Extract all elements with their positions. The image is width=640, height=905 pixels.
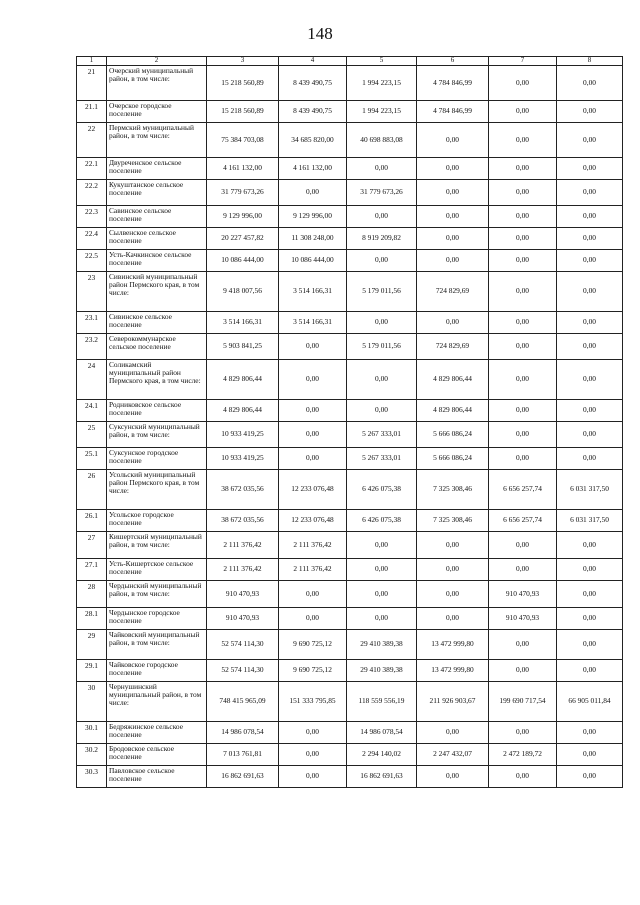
amount-cell-c6: 211 926 903,67	[417, 681, 489, 721]
amount-cell-c7: 0,00	[489, 629, 557, 659]
amount-cell-c8: 0,00	[557, 765, 623, 787]
table-row	[77, 157, 623, 179]
municipality-name-cell: Очерский муниципальный район, в том числе:	[107, 65, 207, 100]
municipality-name-cell: Павловское сельское поселение	[107, 765, 207, 787]
municipality-name-cell: Пермский муниципальный район, в том числе:	[107, 122, 207, 157]
municipality-name-cell: Соликамский муниципальный район Пермского края, в том числе:	[107, 359, 207, 399]
table-row	[77, 122, 623, 157]
amount-cell-c6: 5 666 086,24	[417, 421, 489, 447]
amount-cell-c5: 0,00	[347, 311, 417, 333]
municipality-name-cell: Чердынский муниципальный район, в том числе:	[107, 580, 207, 607]
amount-cell-c7: 0,00	[489, 721, 557, 743]
amount-cell-c7: 0,00	[489, 227, 557, 249]
row-number-cell: 23.2	[77, 333, 107, 359]
table-row	[77, 271, 623, 311]
municipality-name-cell: Чайковский муниципальный район, в том числе:	[107, 629, 207, 659]
amount-cell-c6: 4 829 806,44	[417, 399, 489, 421]
amount-cell-c7: 0,00	[489, 311, 557, 333]
amount-cell-c6: 0,00	[417, 607, 489, 629]
amount-cell-c3: 16 862 691,63	[207, 765, 279, 787]
amount-cell-c3: 4 161 132,00	[207, 157, 279, 179]
amount-cell-c6: 4 829 806,44	[417, 359, 489, 399]
column-header: 1	[77, 57, 107, 66]
amount-cell-c5: 118 559 556,19	[347, 681, 417, 721]
table-row	[77, 421, 623, 447]
amount-cell-c4: 10 086 444,00	[279, 249, 347, 271]
amount-cell-c4: 0,00	[279, 359, 347, 399]
amount-cell-c5: 5 267 333,01	[347, 447, 417, 469]
amount-cell-c4: 12 233 076,48	[279, 509, 347, 531]
column-header: 6	[417, 57, 489, 66]
amount-cell-c6: 724 829,69	[417, 271, 489, 311]
amount-cell-c8: 0,00	[557, 333, 623, 359]
amount-cell-c5: 0,00	[347, 205, 417, 227]
amount-cell-c8: 0,00	[557, 249, 623, 271]
amount-cell-c4: 11 308 248,00	[279, 227, 347, 249]
amount-cell-c6: 13 472 999,80	[417, 659, 489, 681]
amount-cell-c7: 199 690 717,54	[489, 681, 557, 721]
row-number-cell: 21	[77, 65, 107, 100]
amount-cell-c5: 0,00	[347, 607, 417, 629]
amount-cell-c4: 8 439 490,75	[279, 100, 347, 122]
amount-cell-c3: 38 672 035,56	[207, 509, 279, 531]
amount-cell-c6: 0,00	[417, 721, 489, 743]
amount-cell-c8: 0,00	[557, 399, 623, 421]
amount-cell-c3: 15 218 560,89	[207, 100, 279, 122]
table-row	[77, 531, 623, 558]
amount-cell-c4: 2 111 376,42	[279, 531, 347, 558]
column-header: 8	[557, 57, 623, 66]
amount-cell-c8: 0,00	[557, 227, 623, 249]
row-number-cell: 27.1	[77, 558, 107, 580]
amount-cell-c4: 9 690 725,12	[279, 629, 347, 659]
amount-cell-c8: 0,00	[557, 179, 623, 205]
amount-cell-c8: 0,00	[557, 721, 623, 743]
table-body	[77, 65, 623, 787]
table-row	[77, 509, 623, 531]
amount-cell-c8: 0,00	[557, 311, 623, 333]
amount-cell-c5: 8 919 209,82	[347, 227, 417, 249]
amount-cell-c6: 0,00	[417, 249, 489, 271]
amount-cell-c3: 10 086 444,00	[207, 249, 279, 271]
column-header: 3	[207, 57, 279, 66]
amount-cell-c7: 910 470,93	[489, 607, 557, 629]
header-row	[77, 57, 623, 66]
amount-cell-c5: 14 986 078,54	[347, 721, 417, 743]
amount-cell-c5: 0,00	[347, 399, 417, 421]
table-row	[77, 743, 623, 765]
municipality-name-cell: Северокоммунарское сельское поселение	[107, 333, 207, 359]
page-number: 148	[307, 24, 333, 43]
amount-cell-c6: 7 325 308,46	[417, 469, 489, 509]
amount-cell-c7: 0,00	[489, 271, 557, 311]
amount-cell-c7: 0,00	[489, 399, 557, 421]
municipality-name-cell: Усольское городское поселение	[107, 509, 207, 531]
table-row	[77, 333, 623, 359]
amount-cell-c4: 0,00	[279, 721, 347, 743]
amount-cell-c5: 31 779 673,26	[347, 179, 417, 205]
amount-cell-c3: 10 933 419,25	[207, 421, 279, 447]
amount-cell-c8: 6 031 317,50	[557, 509, 623, 531]
amount-cell-c8: 0,00	[557, 205, 623, 227]
amount-cell-c6: 4 784 846,99	[417, 100, 489, 122]
amount-cell-c6: 7 325 308,46	[417, 509, 489, 531]
amount-cell-c5: 6 426 075,38	[347, 469, 417, 509]
row-number-cell: 24	[77, 359, 107, 399]
row-number-cell: 30.2	[77, 743, 107, 765]
amount-cell-c8: 66 905 011,84	[557, 681, 623, 721]
amount-cell-c7: 0,00	[489, 157, 557, 179]
municipality-name-cell: Чернушинский муниципальный район, в том числе:	[107, 681, 207, 721]
amount-cell-c7: 6 656 257,74	[489, 509, 557, 531]
amount-cell-c7: 0,00	[489, 765, 557, 787]
amount-cell-c4: 0,00	[279, 765, 347, 787]
amount-cell-c3: 2 111 376,42	[207, 558, 279, 580]
row-number-cell: 23	[77, 271, 107, 311]
amount-cell-c6: 0,00	[417, 580, 489, 607]
amount-cell-c3: 38 672 035,56	[207, 469, 279, 509]
amount-cell-c6: 0,00	[417, 558, 489, 580]
municipality-name-cell: Чердынское городское поселение	[107, 607, 207, 629]
municipality-name-cell: Кишертский муниципальный район, в том числе:	[107, 531, 207, 558]
amount-cell-c8: 0,00	[557, 531, 623, 558]
amount-cell-c6: 2 247 432,07	[417, 743, 489, 765]
amount-cell-c5: 1 994 223,15	[347, 65, 417, 100]
table-row	[77, 765, 623, 787]
row-number-cell: 25	[77, 421, 107, 447]
table-row	[77, 100, 623, 122]
amount-cell-c8: 0,00	[557, 271, 623, 311]
amount-cell-c7: 6 656 257,74	[489, 469, 557, 509]
row-number-cell: 24.1	[77, 399, 107, 421]
municipality-name-cell: Усольский муниципальный район Пермского края, в том числе:	[107, 469, 207, 509]
amount-cell-c7: 0,00	[489, 249, 557, 271]
amount-cell-c8: 0,00	[557, 743, 623, 765]
municipality-name-cell: Сивинское сельское поселение	[107, 311, 207, 333]
amount-cell-c6: 0,00	[417, 531, 489, 558]
row-number-cell: 30.3	[77, 765, 107, 787]
column-header: 4	[279, 57, 347, 66]
amount-cell-c7: 0,00	[489, 205, 557, 227]
amount-cell-c7: 0,00	[489, 447, 557, 469]
amount-cell-c3: 52 574 114,30	[207, 629, 279, 659]
amount-cell-c6: 0,00	[417, 205, 489, 227]
amount-cell-c5: 5 179 011,56	[347, 333, 417, 359]
amount-cell-c8: 0,00	[557, 359, 623, 399]
amount-cell-c5: 5 179 011,56	[347, 271, 417, 311]
municipality-name-cell: Очерское городское поселение	[107, 100, 207, 122]
amount-cell-c6: 5 666 086,24	[417, 447, 489, 469]
amount-cell-c7: 0,00	[489, 122, 557, 157]
table-row	[77, 721, 623, 743]
amount-cell-c7: 0,00	[489, 558, 557, 580]
amount-cell-c5: 2 294 140,02	[347, 743, 417, 765]
amount-cell-c3: 75 384 703,08	[207, 122, 279, 157]
amount-cell-c4: 8 439 490,75	[279, 65, 347, 100]
amount-cell-c3: 10 933 419,25	[207, 447, 279, 469]
amount-cell-c4: 34 685 820,00	[279, 122, 347, 157]
row-number-cell: 23.1	[77, 311, 107, 333]
row-number-cell: 22.4	[77, 227, 107, 249]
table-row	[77, 607, 623, 629]
amount-cell-c6: 724 829,69	[417, 333, 489, 359]
amount-cell-c5: 29 410 389,38	[347, 659, 417, 681]
amount-cell-c7: 0,00	[489, 359, 557, 399]
municipality-name-cell: Бродовское сельское поселение	[107, 743, 207, 765]
amount-cell-c3: 15 218 560,89	[207, 65, 279, 100]
table-row	[77, 311, 623, 333]
municipality-name-cell: Родниковское сельское поселение	[107, 399, 207, 421]
amount-cell-c3: 14 986 078,54	[207, 721, 279, 743]
municipality-name-cell: Сылвенское сельское поселение	[107, 227, 207, 249]
municipality-name-cell: Кукуштанское сельское поселение	[107, 179, 207, 205]
row-number-cell: 28	[77, 580, 107, 607]
amount-cell-c5: 0,00	[347, 249, 417, 271]
amount-cell-c8: 0,00	[557, 65, 623, 100]
table-row	[77, 558, 623, 580]
row-number-cell: 26.1	[77, 509, 107, 531]
amount-cell-c3: 910 470,93	[207, 580, 279, 607]
amount-cell-c3: 20 227 457,82	[207, 227, 279, 249]
amount-cell-c4: 2 111 376,42	[279, 558, 347, 580]
amount-cell-c5: 6 426 075,38	[347, 509, 417, 531]
row-number-cell: 27	[77, 531, 107, 558]
row-number-cell: 30.1	[77, 721, 107, 743]
amount-cell-c3: 9 418 007,56	[207, 271, 279, 311]
municipality-name-cell: Бедряжинское сельское поселение	[107, 721, 207, 743]
table-row	[77, 179, 623, 205]
amount-cell-c3: 5 903 841,25	[207, 333, 279, 359]
column-header: 2	[107, 57, 207, 66]
table-row	[77, 681, 623, 721]
amount-cell-c6: 0,00	[417, 765, 489, 787]
amount-cell-c7: 0,00	[489, 333, 557, 359]
municipality-name-cell: Сивинский муниципальный район Пермского края, в том числе:	[107, 271, 207, 311]
amount-cell-c5: 0,00	[347, 157, 417, 179]
amount-cell-c5: 0,00	[347, 531, 417, 558]
row-number-cell: 22	[77, 122, 107, 157]
row-number-cell: 30	[77, 681, 107, 721]
amount-cell-c5: 0,00	[347, 359, 417, 399]
table-row	[77, 249, 623, 271]
budget-table	[76, 56, 623, 788]
table-row	[77, 580, 623, 607]
amount-cell-c4: 0,00	[279, 399, 347, 421]
amount-cell-c5: 5 267 333,01	[347, 421, 417, 447]
column-header: 7	[489, 57, 557, 66]
amount-cell-c3: 9 129 996,00	[207, 205, 279, 227]
amount-cell-c3: 3 514 166,31	[207, 311, 279, 333]
table-row	[77, 205, 623, 227]
amount-cell-c4: 0,00	[279, 421, 347, 447]
amount-cell-c5: 0,00	[347, 558, 417, 580]
amount-cell-c8: 0,00	[557, 100, 623, 122]
amount-cell-c7: 0,00	[489, 421, 557, 447]
amount-cell-c7: 0,00	[489, 659, 557, 681]
amount-cell-c8: 0,00	[557, 629, 623, 659]
amount-cell-c6: 0,00	[417, 311, 489, 333]
amount-cell-c8: 6 031 317,50	[557, 469, 623, 509]
amount-cell-c8: 0,00	[557, 122, 623, 157]
amount-cell-c3: 7 013 761,81	[207, 743, 279, 765]
amount-cell-c6: 4 784 846,99	[417, 65, 489, 100]
table-row	[77, 399, 623, 421]
amount-cell-c4: 4 161 132,00	[279, 157, 347, 179]
amount-cell-c5: 1 994 223,15	[347, 100, 417, 122]
amount-cell-c5: 29 410 389,38	[347, 629, 417, 659]
row-number-cell: 22.5	[77, 249, 107, 271]
amount-cell-c3: 2 111 376,42	[207, 531, 279, 558]
row-number-cell: 28.1	[77, 607, 107, 629]
table-row	[77, 227, 623, 249]
amount-cell-c7: 2 472 189,72	[489, 743, 557, 765]
row-number-cell: 26	[77, 469, 107, 509]
amount-cell-c6: 0,00	[417, 122, 489, 157]
amount-cell-c6: 0,00	[417, 179, 489, 205]
amount-cell-c3: 31 779 673,26	[207, 179, 279, 205]
table-row	[77, 659, 623, 681]
table-row	[77, 359, 623, 399]
municipality-name-cell: Двуреченское сельское поселение	[107, 157, 207, 179]
row-number-cell: 22.3	[77, 205, 107, 227]
amount-cell-c4: 151 333 795,85	[279, 681, 347, 721]
amount-cell-c5: 0,00	[347, 580, 417, 607]
amount-cell-c4: 0,00	[279, 179, 347, 205]
amount-cell-c4: 0,00	[279, 580, 347, 607]
amount-cell-c5: 40 698 883,08	[347, 122, 417, 157]
column-header: 5	[347, 57, 417, 66]
amount-cell-c4: 0,00	[279, 607, 347, 629]
table-row	[77, 447, 623, 469]
table-row	[77, 469, 623, 509]
table-row	[77, 629, 623, 659]
municipality-name-cell: Усть-Кишертское сельское поселение	[107, 558, 207, 580]
amount-cell-c4: 12 233 076,48	[279, 469, 347, 509]
amount-cell-c4: 3 514 166,31	[279, 311, 347, 333]
row-number-cell: 29.1	[77, 659, 107, 681]
amount-cell-c6: 13 472 999,80	[417, 629, 489, 659]
amount-cell-c8: 0,00	[557, 157, 623, 179]
amount-cell-c3: 4 829 806,44	[207, 399, 279, 421]
amount-cell-c4: 9 690 725,12	[279, 659, 347, 681]
municipality-name-cell: Чайковское городское поселение	[107, 659, 207, 681]
amount-cell-c5: 16 862 691,63	[347, 765, 417, 787]
municipality-name-cell: Усть-Качкинское сельское поселение	[107, 249, 207, 271]
amount-cell-c8: 0,00	[557, 607, 623, 629]
row-number-cell: 25.1	[77, 447, 107, 469]
row-number-cell: 22.2	[77, 179, 107, 205]
amount-cell-c4: 3 514 166,31	[279, 271, 347, 311]
amount-cell-c8: 0,00	[557, 580, 623, 607]
row-number-cell: 21.1	[77, 100, 107, 122]
amount-cell-c7: 0,00	[489, 179, 557, 205]
amount-cell-c8: 0,00	[557, 558, 623, 580]
amount-cell-c7: 0,00	[489, 65, 557, 100]
amount-cell-c3: 748 415 965,09	[207, 681, 279, 721]
amount-cell-c4: 9 129 996,00	[279, 205, 347, 227]
amount-cell-c8: 0,00	[557, 421, 623, 447]
municipality-name-cell: Суксунское городское поселение	[107, 447, 207, 469]
municipality-name-cell: Суксунский муниципальный район, в том числе:	[107, 421, 207, 447]
amount-cell-c3: 910 470,93	[207, 607, 279, 629]
amount-cell-c7: 0,00	[489, 100, 557, 122]
amount-cell-c6: 0,00	[417, 157, 489, 179]
amount-cell-c4: 0,00	[279, 333, 347, 359]
amount-cell-c8: 0,00	[557, 447, 623, 469]
amount-cell-c6: 0,00	[417, 227, 489, 249]
table-row	[77, 65, 623, 100]
amount-cell-c7: 0,00	[489, 531, 557, 558]
amount-cell-c4: 0,00	[279, 743, 347, 765]
amount-cell-c4: 0,00	[279, 447, 347, 469]
amount-cell-c3: 4 829 806,44	[207, 359, 279, 399]
municipality-name-cell: Савинское сельское поселение	[107, 205, 207, 227]
row-number-cell: 29	[77, 629, 107, 659]
amount-cell-c3: 52 574 114,30	[207, 659, 279, 681]
amount-cell-c8: 0,00	[557, 659, 623, 681]
amount-cell-c7: 910 470,93	[489, 580, 557, 607]
row-number-cell: 22.1	[77, 157, 107, 179]
